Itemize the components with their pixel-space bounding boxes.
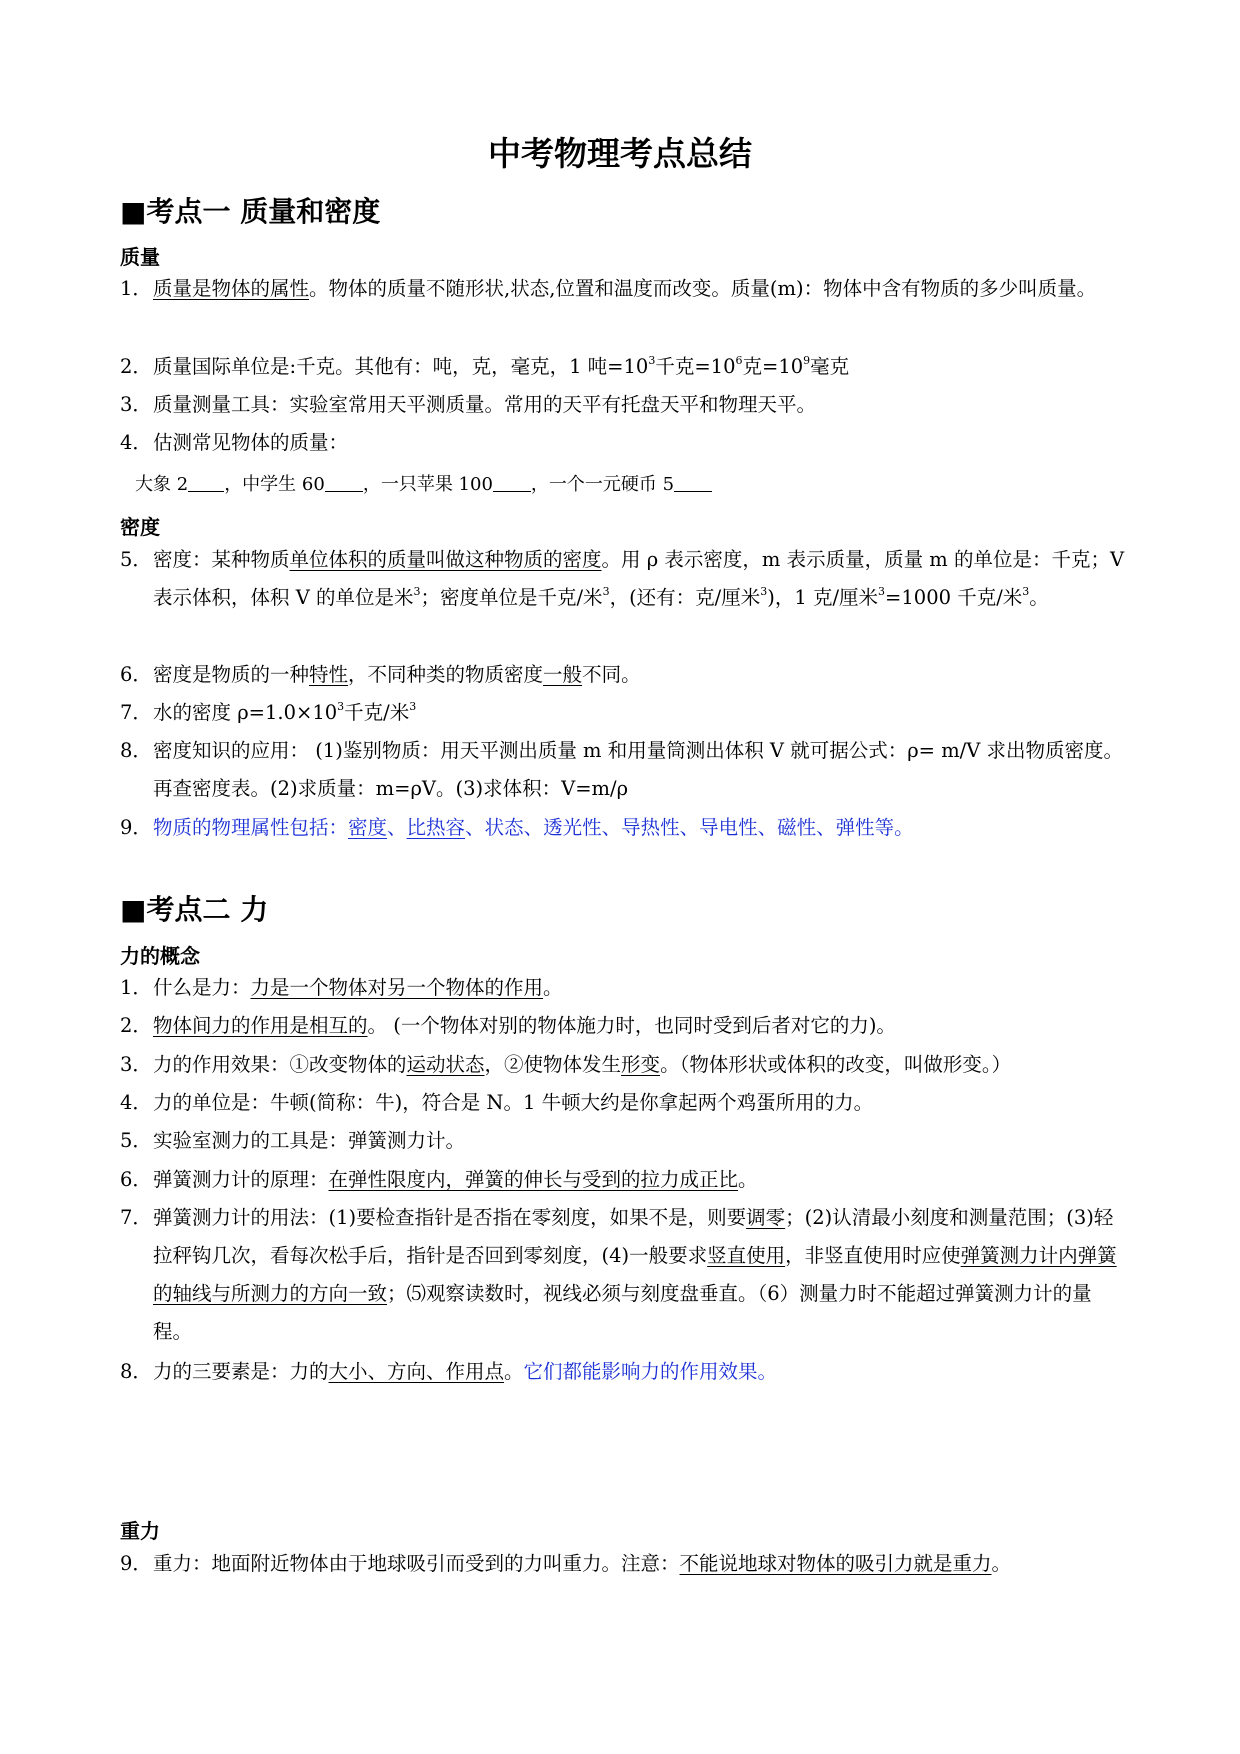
list-item xyxy=(120,386,1130,424)
item-number: 2． xyxy=(120,355,152,378)
item-number: 1． xyxy=(120,277,152,300)
subheading-density: 密度 xyxy=(120,515,160,539)
item-text: 。 xyxy=(738,1168,758,1191)
list-item xyxy=(120,1007,1130,1045)
exponent: 3 xyxy=(878,585,886,598)
underlined-text: 竖直使用 xyxy=(707,1244,786,1267)
underlined-text: 质量是物体的属性 xyxy=(153,277,310,300)
list-item xyxy=(120,424,1130,462)
item-text: 。（物体形状或体积的改变，叫做形变。） xyxy=(660,1053,1012,1076)
item-text: 。用 ρ 表示密度，m 表示质量，质量 m 的单位是：千克；V 表示体积，体积 V 的单位是米 xyxy=(153,548,1125,609)
item-text: ，(还有：克/厘米 xyxy=(609,586,761,609)
estimate-coin: ，一个一元硬币 5 xyxy=(530,474,675,495)
answer-blank[interactable] xyxy=(188,473,224,492)
item-number: 4． xyxy=(120,1091,152,1114)
item-text: 克=10 xyxy=(742,355,804,378)
exponent: 9 xyxy=(803,354,811,367)
item-text: 质量测量工具：实验室常用天平测质量。常用的天平有托盘天平和物理天平。 xyxy=(153,393,817,416)
estimate-student: ，中学生 60 xyxy=(224,474,325,495)
item-text: 。 (一个物体对别的物体施力时，也同时受到后者对它的力)。 xyxy=(367,1014,896,1037)
page-title: 中考物理考点总结 xyxy=(488,134,752,173)
item-text: 物质的物理属性包括： xyxy=(153,816,349,839)
item-number: 3． xyxy=(120,393,152,416)
item-text: 力的三要素是：力的 xyxy=(153,1360,329,1383)
item-text: 力的单位是：牛顿(简称：牛)，符合是 N。1 牛顿大约是你拿起两个鸡蛋所用的力。 xyxy=(153,1091,874,1114)
list-item xyxy=(120,809,1130,847)
underlined-text: 特性 xyxy=(309,663,349,686)
estimate-elephant: 大象 2 xyxy=(135,474,189,495)
exponent: 3 xyxy=(337,700,345,713)
list-item xyxy=(120,656,1130,694)
underlined-text: 不能说地球对物体的吸引力就是重力 xyxy=(679,1552,992,1575)
item-number: 5． xyxy=(120,548,152,571)
list-item xyxy=(120,1353,1130,1391)
item-text: )，1 克/厘米 xyxy=(767,586,879,609)
underlined-text: 物体间力的作用是相互的 xyxy=(153,1014,368,1037)
item-text: 、状态、透光性、导热性、导电性、磁性、弹性等。 xyxy=(465,816,914,839)
list-item xyxy=(120,348,1130,386)
exponent: 3 xyxy=(648,354,656,367)
answer-blank[interactable] xyxy=(493,473,531,492)
item-text: 估测常见物体的质量： xyxy=(153,431,349,454)
item-text: ，非竖直使用时应使 xyxy=(785,1244,961,1267)
item-text: 千克=10 xyxy=(655,355,736,378)
list-item xyxy=(120,1161,1130,1199)
list-item xyxy=(120,1199,1130,1351)
item-text: =1000 千克/米 xyxy=(885,586,1023,609)
list-item xyxy=(120,541,1130,617)
list-item xyxy=(120,732,1130,808)
item-text: 。 xyxy=(1029,586,1049,609)
item-number: 5． xyxy=(120,1129,152,1152)
exponent: 6 xyxy=(735,354,743,367)
estimate-line xyxy=(135,470,712,496)
underlined-text: 力是一个物体对另一个物体的作用 xyxy=(250,976,544,999)
item-text: ；(2)认清最小刻度和测量范围；(3)轻拉秤钩几次，看每次松手后，指针是否回到零刻度，(4)一般要求 xyxy=(153,1206,1114,1267)
item-number: 9． xyxy=(120,1552,152,1575)
list-item xyxy=(120,1046,1130,1084)
exponent: 3 xyxy=(1022,585,1030,598)
item-text: ；密度单位是千克/米 xyxy=(420,586,603,609)
answer-blank[interactable] xyxy=(325,473,363,492)
estimate-apple: ，一只苹果 100 xyxy=(362,474,493,495)
item-text: 什么是力： xyxy=(153,976,251,999)
item-number: 8． xyxy=(120,739,152,762)
underlined-text: 在弹性限度内，弹簧的伸长与受到的拉力成正比 xyxy=(328,1168,739,1191)
exponent: 3 xyxy=(602,585,610,598)
item-number: 6． xyxy=(120,1168,152,1191)
item-text: 质量国际单位是:千克。其他有：吨，克，毫克，1 吨=10 xyxy=(153,355,649,378)
item-text: 密度知识的应用： (1)鉴别物质：用天平测出质量 m 和用量筒测出体积 V 就可据公式：ρ= m/V 求出物质密度。再查密度表。(2)求质量：m=ρV。(3)求体积：V=m/ρ xyxy=(153,739,1124,800)
underlined-text: 形变 xyxy=(621,1053,661,1076)
underlined-text: 大小、方向、作用点 xyxy=(328,1360,505,1383)
exponent: 3 xyxy=(409,700,417,713)
item-text: 。物体的质量不随形状,状态,位置和温度而改变。质量(m)：物体中含有物质的多少叫质量。 xyxy=(309,277,1097,300)
item-text: ；⑸观察读数时，视线必须与刻度盘垂直。（6）测量力时不能超过弹簧测力计的量程。 xyxy=(153,1282,1092,1343)
item-text: 毫克 xyxy=(810,355,850,378)
section-heading-force: ■考点二 力 xyxy=(120,893,269,926)
subheading-force-concept: 力的概念 xyxy=(120,944,200,968)
list-item xyxy=(120,969,1130,1007)
item-text: 不同。 xyxy=(582,663,641,686)
list-item xyxy=(120,694,1130,732)
item-text: 弹簧测力计的用法：(1)要检查指针是否指在零刻度，如果不是，则要 xyxy=(153,1206,747,1229)
item-number: 4． xyxy=(120,431,152,454)
item-number: 8． xyxy=(120,1360,152,1383)
list-item xyxy=(120,1122,1130,1160)
item-text: 千克/米 xyxy=(344,701,410,724)
list-item xyxy=(120,1084,1130,1122)
list-item xyxy=(120,270,1130,308)
exponent: 3 xyxy=(413,585,421,598)
subheading-mass: 质量 xyxy=(120,245,160,269)
subheading-gravity: 重力 xyxy=(120,1519,160,1543)
underlined-text: 密度 xyxy=(348,816,388,839)
answer-blank[interactable] xyxy=(674,473,712,492)
underlined-text: 弹簧测力计内弹簧的轴线与所测力的方向一致 xyxy=(153,1244,1117,1305)
item-text: 力的作用效果：①改变物体的 xyxy=(153,1053,407,1076)
item-text: 。 xyxy=(543,976,563,999)
item-number: 7． xyxy=(120,1206,152,1229)
item-number: 7． xyxy=(120,701,152,724)
item-text: ，②使物体发生 xyxy=(484,1053,622,1076)
item-text: 密度：某种物质 xyxy=(153,548,290,571)
item-text: 、 xyxy=(387,816,407,839)
underlined-text: 一般 xyxy=(543,663,583,686)
underlined-text: 运动状态 xyxy=(406,1053,485,1076)
highlighted-text: 它们都能影响力的作用效果。 xyxy=(523,1360,778,1383)
exponent: 3 xyxy=(760,585,768,598)
item-text: 实验室测力的工具是：弹簧测力计。 xyxy=(153,1129,466,1152)
item-number: 1． xyxy=(120,976,152,999)
item-text: ，不同种类的物质密度 xyxy=(348,663,544,686)
item-text: 弹簧测力计的原理： xyxy=(153,1168,329,1191)
section-heading-mass-density: ■考点一 质量和密度 xyxy=(120,195,381,228)
list-item xyxy=(120,1545,1130,1583)
item-text: 。 xyxy=(991,1552,1012,1575)
item-number: 6． xyxy=(120,663,152,686)
underlined-text: 调零 xyxy=(746,1206,786,1229)
item-text: 。 xyxy=(504,1360,524,1383)
underlined-text: 比热容 xyxy=(406,816,466,839)
item-text: 重力：地面附近物体由于地球吸引而受到的力叫重力。注意： xyxy=(153,1552,680,1575)
item-text: 密度是物质的一种 xyxy=(153,663,310,686)
item-text: 水的密度 ρ=1.0×10 xyxy=(153,701,338,724)
underlined-text: 单位体积的质量叫做这种物质的密度 xyxy=(289,548,602,571)
item-number: 9． xyxy=(120,816,152,839)
item-number: 3． xyxy=(120,1053,152,1076)
item-number: 2． xyxy=(120,1014,152,1037)
